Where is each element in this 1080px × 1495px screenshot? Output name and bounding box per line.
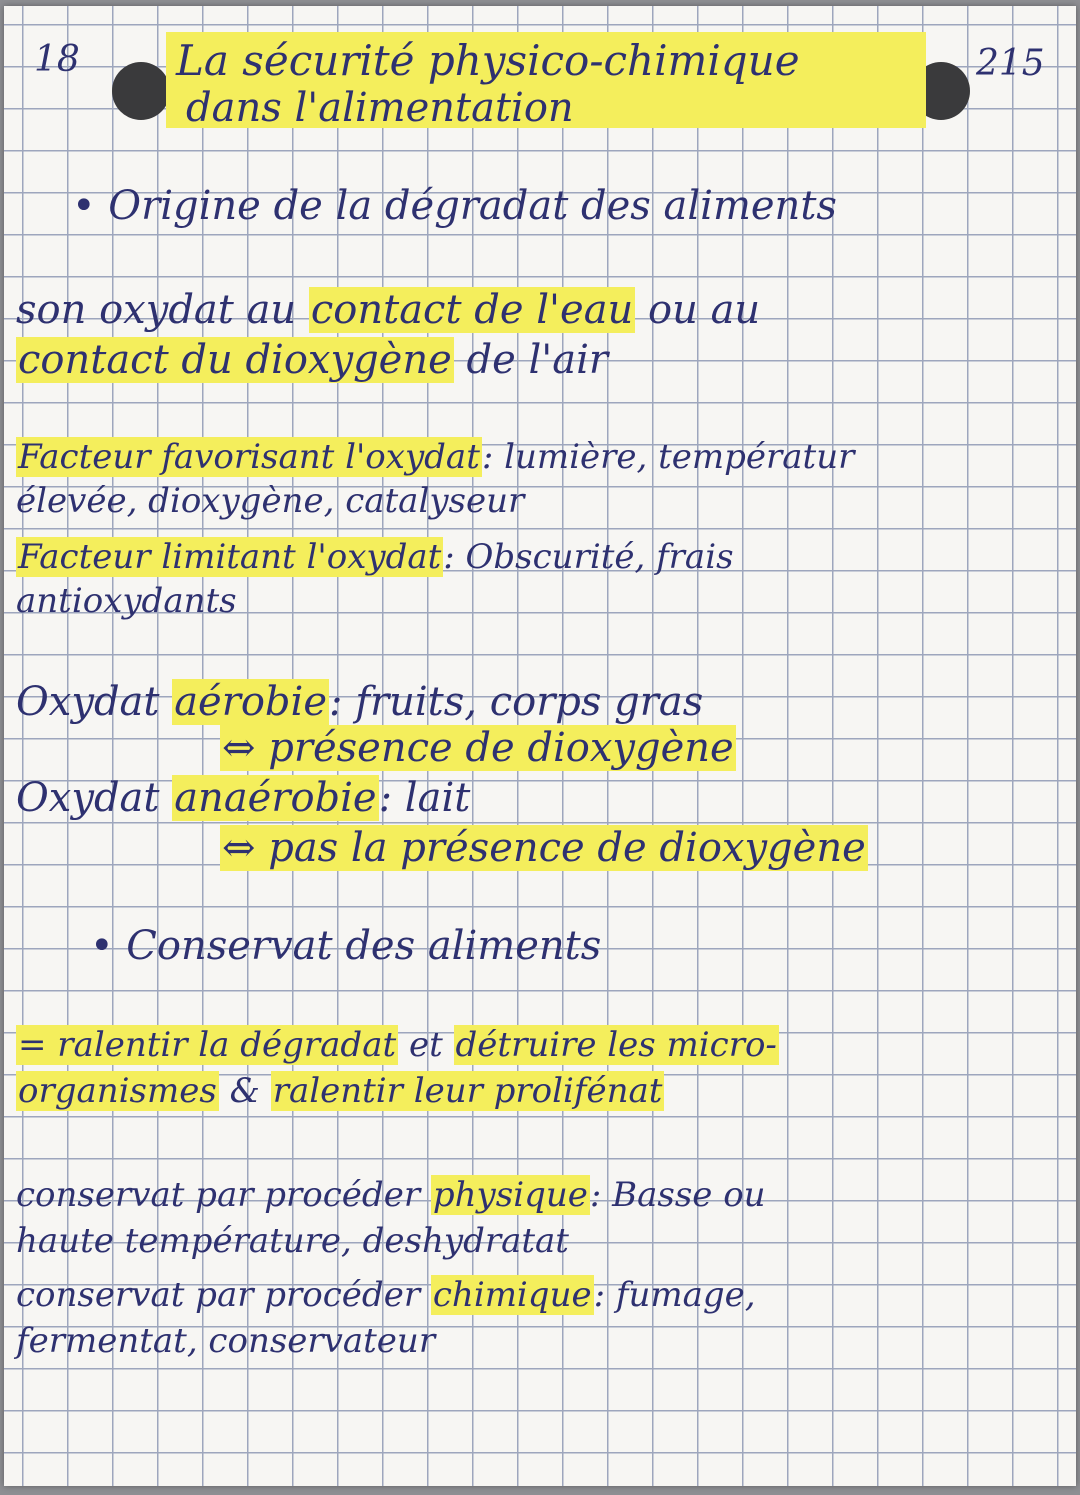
text-segment: : fruits, corps gras	[329, 679, 704, 725]
conservation-physique-line-2: haute température, deshydratat	[16, 1221, 569, 1261]
section-heading-degradation: • Origine de la dégradat des aliments	[72, 183, 837, 229]
conservation-chimique-line-1	[16, 1275, 756, 1315]
text-segment: conservat par procéder	[16, 1275, 431, 1315]
text-segment: : Basse ou	[589, 1175, 766, 1215]
highlighted-text: Facteur limitant l'oxydat	[18, 537, 442, 577]
text-segment: son oxydat au	[16, 287, 309, 333]
text-segment: : lumière, températur	[481, 437, 855, 477]
conservation-definition-line-1	[16, 1025, 779, 1065]
text-line-oxydation-1	[16, 287, 761, 333]
highlighted-text: ⇔ présence de dioxygène	[222, 725, 734, 771]
highlighted-text: détruire les micro-	[455, 1025, 777, 1065]
conservation-physique-line-1	[16, 1175, 766, 1215]
highlighted-text: = ralentir la dégradat	[18, 1025, 397, 1065]
highlighted-text: anaérobie	[174, 775, 377, 821]
highlighted-text: chimique	[432, 1275, 592, 1315]
card-number-right: 215	[976, 43, 1045, 84]
text-segment: conservat par procéder	[16, 1175, 431, 1215]
oxydation-aerobie-note	[220, 725, 736, 771]
highlighted-text: contact du dioxygène	[18, 337, 452, 383]
highlighted-text: Facteur favorisant l'oxydat	[18, 437, 480, 477]
title-line-2: dans l'alimentation	[186, 85, 574, 131]
factor-limiting-line-1	[16, 537, 734, 577]
section-heading-conservation: • Conservat des aliments	[90, 923, 602, 969]
conservation-chimique-line-2: fermentat, conservateur	[16, 1321, 436, 1361]
highlighted-text: contact de l'eau	[310, 287, 634, 333]
factor-limiting-line-2: antioxydants	[16, 581, 237, 621]
highlighted-text: physique	[432, 1175, 588, 1215]
text-segment: ou au	[635, 287, 761, 333]
text-segment: : Obscurité, frais	[443, 537, 734, 577]
factor-favorising-line-2: élevée, dioxygène, catalyseur	[16, 481, 525, 521]
conservation-definition-line-2	[16, 1071, 664, 1111]
text-segment: &	[218, 1071, 271, 1111]
card-number-left: 18	[34, 39, 80, 80]
oxydation-anaerobie-note	[220, 825, 868, 871]
highlighted-text: ⇔ pas la présence de dioxygène	[222, 825, 866, 871]
text-segment: Oxydat	[16, 775, 173, 821]
oxydation-anaerobie	[16, 775, 471, 821]
punch-hole-left	[112, 62, 170, 120]
text-segment: de l'air	[453, 337, 609, 383]
text-segment: Oxydat	[16, 679, 173, 725]
highlighted-text: organismes	[18, 1071, 217, 1111]
title-line-1: La sécurité physico-chimique	[176, 36, 800, 85]
factor-favorising-line-1	[16, 437, 855, 477]
text-segment: et	[398, 1025, 454, 1065]
text-segment: : lait	[378, 775, 471, 821]
text-segment: : fumage,	[593, 1275, 756, 1315]
oxydation-aerobie	[16, 679, 704, 725]
highlighted-text: ralentir leur prolifénat	[272, 1071, 663, 1111]
highlighted-text: aérobie	[174, 679, 327, 725]
index-card	[4, 6, 1076, 1486]
text-line-oxydation-2	[16, 337, 609, 383]
